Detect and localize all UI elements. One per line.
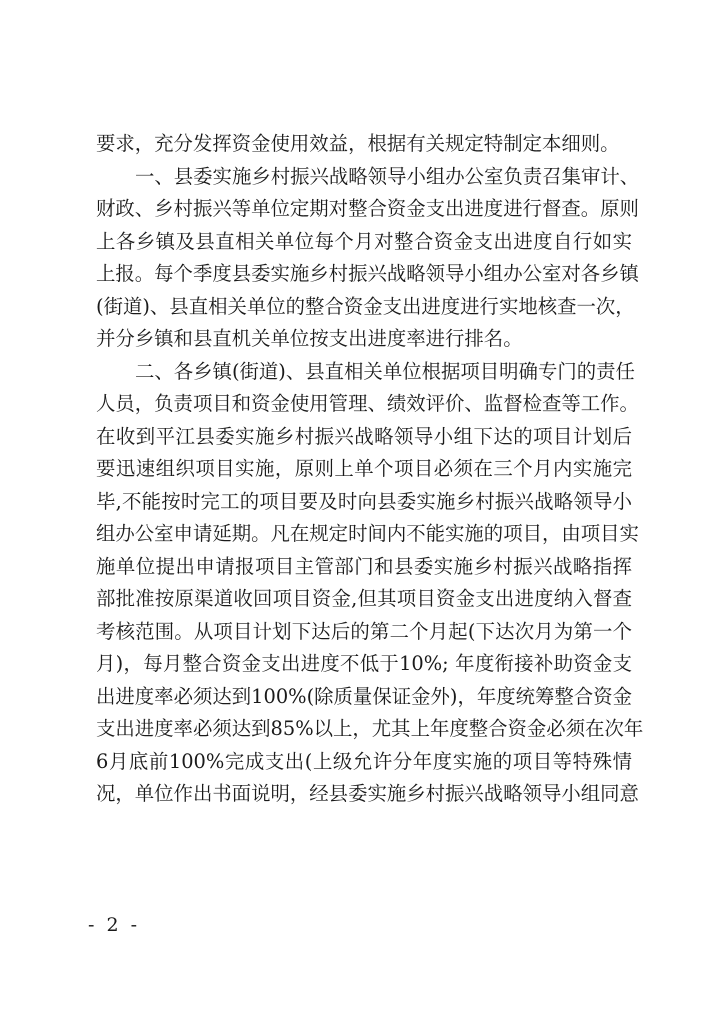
text-line: 出进度率必须达到100%(除质量保证金外)，年度统筹整合资金 bbox=[96, 684, 632, 708]
text-line: 二、各乡镇(街道)、县直相关单位根据项目明确专门的责任 bbox=[135, 359, 635, 383]
text-line: 并分乡镇和县直机关单位按支出进度率进行排名。 bbox=[96, 327, 523, 350]
text-line: 财政、乡村振兴等单位定期对整合资金支出进度进行督查。原则 bbox=[96, 197, 639, 220]
text-line: 上各乡镇及县直相关单位每个月对整合资金支出进度自行如实 bbox=[96, 229, 632, 253]
text-line: 一、县委实施乡村振兴战略领导小组办公室负责召集审计、 bbox=[135, 164, 640, 188]
text-line: 月)，每月整合资金支出进度不低于10%; 年度衔接补助资金支 bbox=[96, 652, 632, 675]
text-line: 要迅速组织项目实施，原则上单个项目必须在三个月内实施完 bbox=[96, 457, 632, 480]
text-line: 支出进度率必须达到85%以上，尤其上年度整合资金必须在次年 bbox=[96, 717, 644, 740]
text-line: 施单位提出申请报项目主管部门和县委实施乡村振兴战略指挥 bbox=[96, 554, 632, 578]
text-line: 毕,不能按时完工的项目要及时向县委实施乡村振兴战略领导小 bbox=[96, 489, 632, 513]
text-line: 况，单位作出书面说明，经县委实施乡村振兴战略领导小组同意 bbox=[96, 782, 639, 805]
page-number: - 2 - bbox=[88, 914, 141, 936]
text-line: 6月底前100%完成支出(上级允许分年度实施的项目等特殊情 bbox=[96, 749, 632, 773]
text-line: 在收到平江县委实施乡村振兴战略领导小组下达的项目计划后 bbox=[96, 424, 632, 448]
text-line: (街道)、县直相关单位的整合资金支出进度进行实地核查一次， bbox=[96, 294, 635, 318]
text-line: 考核范围。从项目计划下达后的第二个月起(下达次月为第一个 bbox=[96, 619, 632, 643]
text-line: 要求，充分发挥资金使用效益，根据有关规定特制定本细则。 bbox=[96, 132, 620, 155]
text-line: 上报。每个季度县委实施乡村振兴战略领导小组办公室对各乡镇 bbox=[96, 262, 639, 285]
text-line: 部批准按原渠道收回项目资金,但其项目资金支出进度纳入督查 bbox=[96, 587, 632, 610]
body-text bbox=[96, 128, 644, 811]
text-line: 组办公室申请延期。凡在规定时间内不能实施的项目，由项目实 bbox=[96, 522, 639, 545]
text-line: 人员，负责项目和资金使用管理、绩效评价、监督检查等工作。 bbox=[96, 392, 639, 415]
